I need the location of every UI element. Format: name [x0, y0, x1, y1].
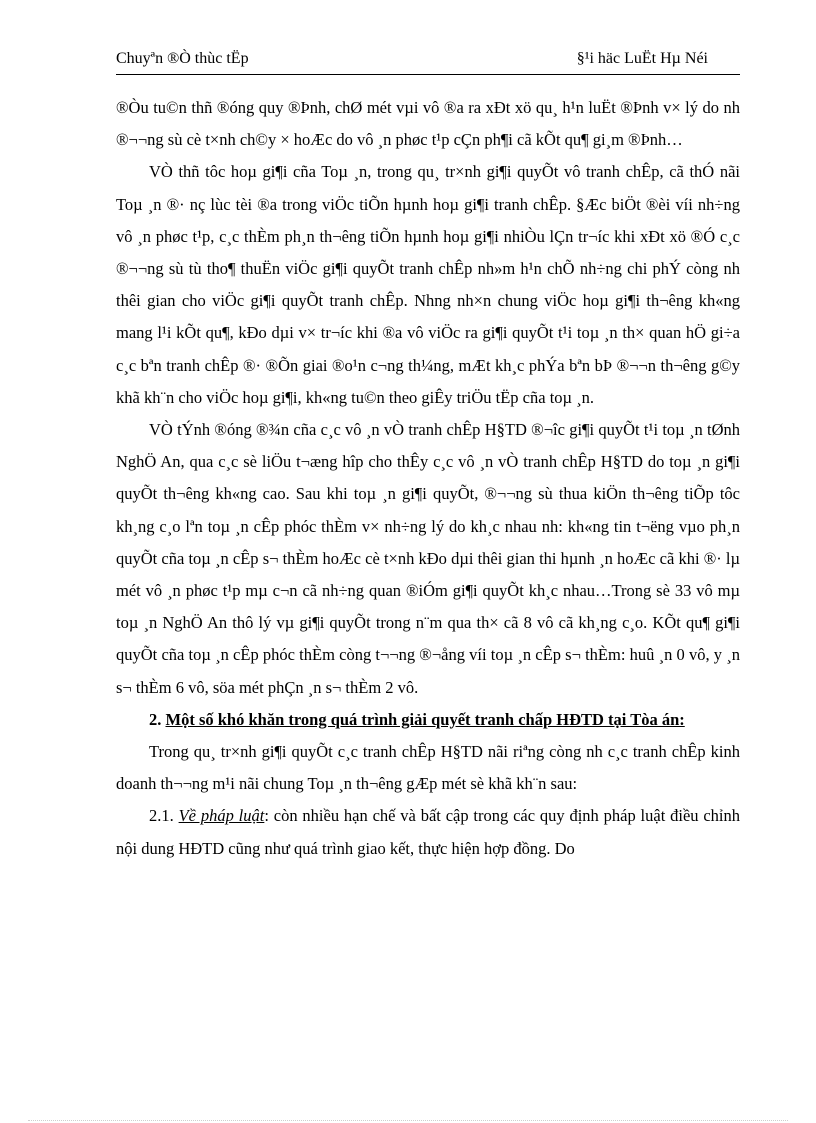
subsection-law	[116, 800, 740, 864]
header-university-name: §¹i häc LuËt Hµ Néi	[576, 50, 708, 67]
paragraph-mediation: VÒ thñ tôc hoµ gi¶i cña Toµ ¸n, trong qu¸ tr×nh gi¶i quyÕt vô tranh chÊp, cã thÓ nãi Toµ ¸n ®· nç lùc tèi ®a trong viÖc tiÕn hµnh hoµ gi¶i tranh chÊp. §Æc biÖt ®èi víi nh÷ng vô ¸n phøc t¹p, c¸c thÈm ph¸n th¬êng tiÕn hµnh hoµ gi¶i nhiÒu lÇn tr¬íc khi xÐt xö ®Ó c¸c ®¬¬ng sù tù tho¶ thuËn viÖc gi¶i quyÕt tranh chÊp nh»m h¹n chÕ nh÷ng chi phÝ còng nh thêi gian cho viÖc gi¶i quyÕt tranh chÊp. Nhng nh×n chung viÖc hoµ gi¶i th¬êng kh«ng mang l¹i kÕt qu¶, kÐo dµi v× tr¬íc khi ®a vô viÖc ra gi¶i quyÕt t¹i toµ ¸n th× quan hÖ gi÷a c¸c bªn tranh chÊp ®· ®Õn giai ®o¹n c¬ng th¼ng, mÆt kh¸c phÝa bªn bÞ ®¬¬n th¬êng g©y khã kh¨n cho viÖc hoµ gi¶i, kh«ng tu©n theo giÊy triÖu tËp cña toµ ¸n.	[116, 162, 740, 407]
document-body	[116, 92, 740, 865]
page-bottom-divider	[28, 1120, 788, 1121]
section-number: 2.	[149, 709, 162, 729]
paragraph-correctness: VÒ tÝnh ®óng ®¾n cña c¸c vô ¸n vÒ tranh chÊp H§TD ®¬îc gi¶i quyÕt t¹i toµ ¸n tØnh NghÖ An, qua c¸c sè liÖu t¬æng hîp cho thÊy c¸c vô ¸n vÒ tranh chÊp H§TD do toµ ¸n gi¶i quyÕt th¬êng kh«ng cao. Sau khi toµ ¸n gi¶i quyÕt, ®¬¬ng sù thua kiÖn th¬êng tiÕp tôc kh¸ng c¸o lªn toµ ¸n cÊp phóc thÈm v× nh÷ng lý do kh¸c nhau nh: kh«ng tin t¬ëng vµo ph¸n quyÕt cña toµ ¸n cÊp s¬ thÈm hoÆc cè t×nh kÐo dµi thêi gian thi hµnh ¸n hoÆc cã khi ®· lµ mét vô ¸n phøc t¹p mµ c¬n cã nh÷ng quan ®iÓm gi¶i quyÕt kh¸c nhau…Trong sè 33 vô mµ toµ ¸n NghÖ An thô lý vµ gi¶i quyÕt trong n¨m qua th× cã 8 vô cã kh¸ng c¸o. KÕt qu¶ gi¶i quyÕt cña toµ ¸n cÊp phóc thÈm còng t¬¬ng ®¬ång víi toµ ¸n cÊp s¬ thÈm: huû ¸n 0 vô, y ¸n s¬ thÈm 6 vô, söa mét phÇn ¸n s¬ thÈm 2 vô.	[116, 420, 740, 697]
subsection-number: 2.1.	[149, 806, 174, 826]
paragraph-difficulties-intro: Trong qu¸ tr×nh gi¶i quyÕt c¸c tranh chÊp H§TD nãi riªng còng nh c¸c tranh chÊp kinh doanh th¬¬ng m¹i nãi chung Toµ ¸n th¬êng gÆp mét sè khã kh¨n sau:	[116, 742, 740, 794]
section-title: Một số khó khăn trong quá trình giải quyết tranh chấp HĐTD tại Tòa án:	[165, 709, 685, 729]
page-header	[116, 50, 740, 75]
paragraph-continuation: ®Òu tu©n thñ ®óng quy ®Þnh, chØ mét vµi vô ®a ra xÐt xö qu¸ h¹n luËt ®Þnh v× lý do nh ®¬¬ng sù cè t×nh ch©y × hoÆc do vô ¸n phøc t¹p cÇn ph¶i cã kÕt qu¶ gi¸m ®Þnh…	[116, 98, 740, 150]
section-heading	[116, 704, 740, 736]
header-document-title: Chuyªn ®Ò thùc tËp	[116, 50, 249, 67]
subsection-title: Về pháp luật	[178, 806, 265, 826]
subsection-text: : còn nhiều hạn chế và bất cập trong các quy định pháp luật điều chỉnh nội dung HĐTD cũng như quá trình giao kết, thực hiện hợp đồng. Do	[116, 806, 741, 858]
